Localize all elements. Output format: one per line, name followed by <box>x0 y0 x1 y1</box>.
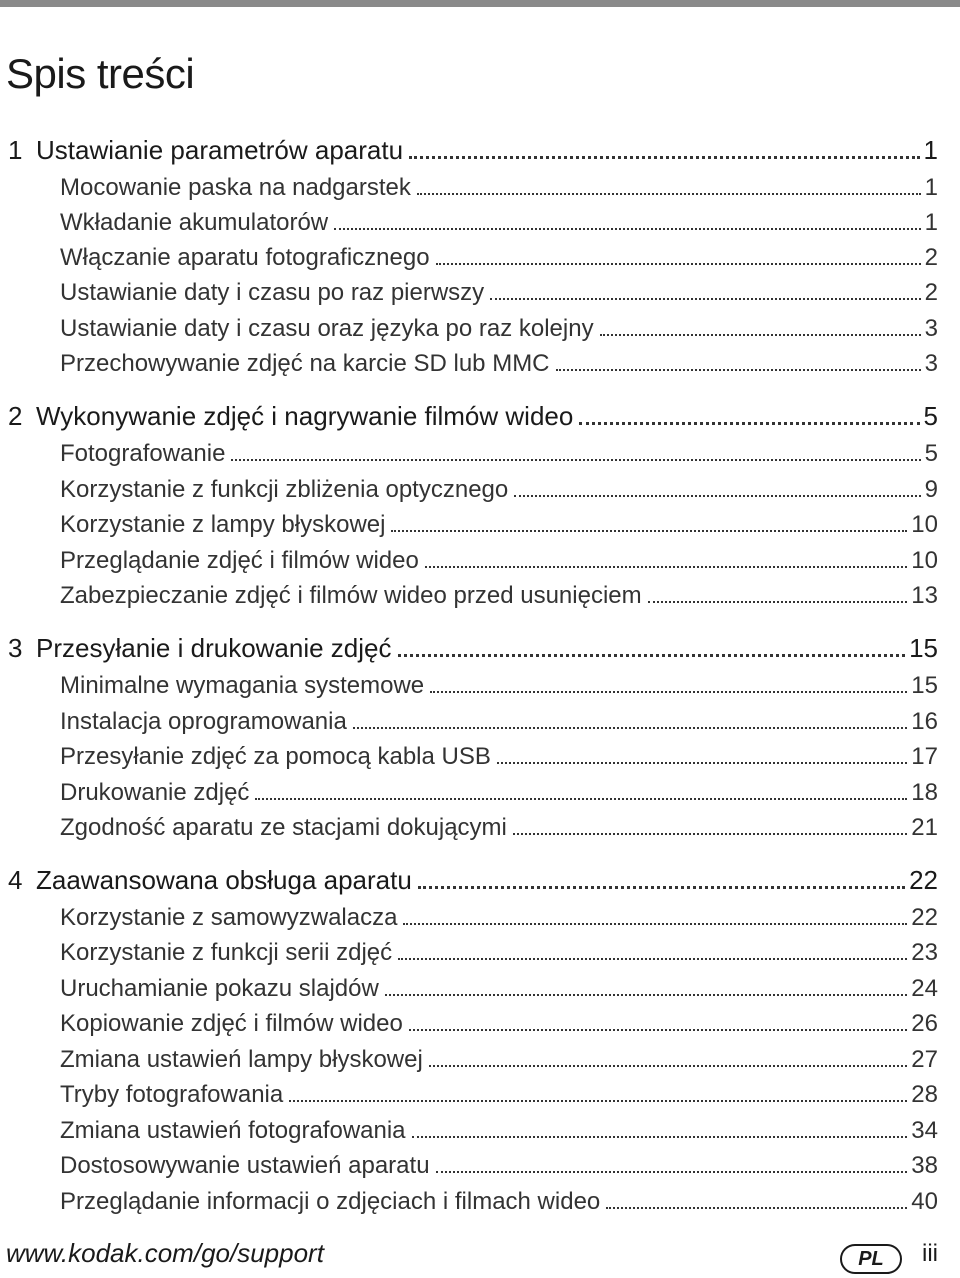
toc-entry-label: Przesyłanie i drukowanie zdjęć <box>36 633 392 663</box>
toc-page-number: 5 <box>923 401 938 431</box>
toc-page-number: 2 <box>924 244 938 271</box>
toc-section-row[interactable] <box>0 702 938 736</box>
toc-dot-leader <box>334 228 921 230</box>
toc-entry-label: Uruchamianie pokazu slajdów <box>60 975 379 1002</box>
page-title: Spis treści <box>6 50 195 97</box>
toc-page-number: 22 <box>911 904 938 931</box>
toc-chapter-number: 4 <box>8 865 23 895</box>
toc-entry-label: Instalacja oprogramowania <box>60 708 347 735</box>
toc-page-number: 13 <box>911 582 938 609</box>
page-number: iii <box>922 1240 938 1267</box>
toc-page-number: 5 <box>924 440 938 467</box>
toc-entry-label: Przesyłanie zdjęć za pomocą kabla USB <box>60 743 491 770</box>
toc-entry-label: Dostosowywanie ustawień aparatu <box>60 1152 430 1179</box>
toc-entry-label: Korzystanie z samowyzwalacza <box>60 904 398 931</box>
toc-page-number: 23 <box>911 939 938 966</box>
toc-entry-label: Ustawianie daty i czasu po raz pierwszy <box>60 279 485 306</box>
toc-dot-leader <box>403 923 907 925</box>
toc-entry-label: Drukowanie zdjęć <box>60 779 250 806</box>
toc-entry-label: Wkładanie akumulatorów <box>60 209 329 236</box>
toc-page-number: 3 <box>924 350 938 377</box>
toc-page-number: 40 <box>911 1188 938 1215</box>
toc-section-row[interactable] <box>0 737 938 771</box>
toc-dot-leader <box>417 193 921 195</box>
toc-page-number: 18 <box>911 779 938 806</box>
toc-dot-leader <box>497 762 907 764</box>
toc-section-row[interactable] <box>0 933 938 967</box>
toc-dot-leader <box>600 334 921 336</box>
toc-page-number: 22 <box>909 865 938 895</box>
toc-dot-leader <box>436 1171 908 1173</box>
toc-section-row[interactable] <box>0 434 938 468</box>
toc-page-number: 3 <box>924 315 938 342</box>
toc-entry-label: Zmiana ustawień fotografowania <box>60 1117 406 1144</box>
toc-section-row[interactable] <box>0 1004 938 1038</box>
toc-page-number: 34 <box>911 1117 938 1144</box>
toc-entry-label: Kopiowanie zdjęć i filmów wideo <box>60 1010 403 1037</box>
toc-dot-leader <box>556 369 921 371</box>
language-badge: PL <box>840 1244 902 1274</box>
toc-section-row[interactable] <box>0 168 938 202</box>
toc-section-row[interactable] <box>0 1075 938 1109</box>
toc-dot-leader <box>579 422 919 425</box>
toc-section-row[interactable] <box>0 1182 938 1216</box>
toc-entry-label: Włączanie aparatu fotograficznego <box>60 244 430 271</box>
toc-dot-leader <box>409 1029 907 1031</box>
toc-dot-leader <box>490 298 920 300</box>
toc-entry-label: Zmiana ustawień lampy błyskowej <box>60 1046 423 1073</box>
toc-dot-leader <box>429 1065 907 1067</box>
toc-section-row[interactable] <box>0 1146 938 1180</box>
toc-chapter-number: 1 <box>8 135 23 165</box>
toc-dot-leader <box>648 601 908 603</box>
toc-section-row[interactable] <box>0 344 938 378</box>
toc-entry-label: Minimalne wymagania systemowe <box>60 672 425 699</box>
toc-dot-leader <box>409 156 919 159</box>
toc-entry-label: Korzystanie z funkcji zbliżenia optycznego <box>60 476 509 503</box>
toc-entry-label: Ustawianie daty i czasu oraz języka po raz kolejny <box>60 315 594 342</box>
toc-page-number: 15 <box>909 633 938 663</box>
toc-page-number: 26 <box>911 1010 938 1037</box>
toc-section-row[interactable] <box>0 666 938 700</box>
toc-page-number: 15 <box>911 672 938 699</box>
toc-page-number: 16 <box>911 708 938 735</box>
toc-page-number: 17 <box>911 743 938 770</box>
toc-section-row[interactable] <box>0 273 938 307</box>
toc-page-number: 1 <box>923 135 938 165</box>
support-url-link[interactable]: www.kodak.com/go/support <box>6 1238 324 1268</box>
toc-dot-leader <box>606 1207 907 1209</box>
toc-dot-leader <box>255 798 907 800</box>
toc-entry-label: Przeglądanie zdjęć i filmów wideo <box>60 547 419 574</box>
toc-entry-label: Mocowanie paska na nadgarstek <box>60 174 411 201</box>
toc-page-number: 24 <box>911 975 938 1002</box>
toc-section-row[interactable] <box>0 576 938 610</box>
toc-chapter-row[interactable] <box>0 862 938 896</box>
toc-page-number: 27 <box>911 1046 938 1073</box>
toc-section-row[interactable] <box>0 309 938 343</box>
toc-page-number: 1 <box>924 174 938 201</box>
toc-entry-label: Ustawianie parametrów aparatu <box>36 135 404 165</box>
toc-dot-leader <box>513 833 907 835</box>
toc-section-row[interactable] <box>0 1040 938 1074</box>
toc-dot-leader <box>385 994 907 996</box>
toc-dot-leader <box>430 691 907 693</box>
toc-entry-label: Zaawansowana obsługa aparatu <box>36 865 412 895</box>
toc-page-number: 2 <box>924 279 938 306</box>
toc-entry-label: Wykonywanie zdjęć i nagrywanie filmów wideo <box>36 401 574 431</box>
toc-entry-label: Korzystanie z lampy błyskowej <box>60 511 386 538</box>
toc-chapter-row[interactable] <box>0 132 938 166</box>
toc-chapter-row[interactable] <box>0 398 938 432</box>
toc-section-row[interactable] <box>0 969 938 1003</box>
toc-page-number: 38 <box>911 1152 938 1179</box>
toc-entry-label: Tryby fotografowania <box>60 1081 284 1108</box>
toc-dot-leader <box>436 263 921 265</box>
toc-section-row[interactable] <box>0 773 938 807</box>
toc-entry-label: Przechowywanie zdjęć na karcie SD lub MMC <box>60 350 550 377</box>
toc-chapter-number: 2 <box>8 401 23 431</box>
toc-dot-leader <box>289 1100 907 1102</box>
toc-section-row[interactable] <box>0 1111 938 1145</box>
toc-section-row[interactable] <box>0 898 938 932</box>
toc-page-number: 28 <box>911 1081 938 1108</box>
toc-page-number: 1 <box>924 209 938 236</box>
toc-section-row[interactable] <box>0 203 938 237</box>
toc-page-number: 21 <box>911 814 938 841</box>
toc-section-row[interactable] <box>0 505 938 539</box>
toc-dot-leader <box>418 886 905 889</box>
toc-entry-label: Przeglądanie informacji o zdjęciach i filmach wideo <box>60 1188 601 1215</box>
toc-page-number: 9 <box>924 476 938 503</box>
toc-entry-label: Zgodność aparatu ze stacjami dokującymi <box>60 814 507 841</box>
toc-dot-leader <box>398 654 906 657</box>
toc-section-row[interactable] <box>0 238 938 272</box>
toc-chapter-number: 3 <box>8 633 23 663</box>
toc-section-row[interactable] <box>0 470 938 504</box>
toc-dot-leader <box>231 459 920 461</box>
toc-section-row[interactable] <box>0 541 938 575</box>
toc-dot-leader <box>391 530 907 532</box>
toc-entry-label: Korzystanie z funkcji serii zdjęć <box>60 939 393 966</box>
toc-dot-leader <box>353 727 907 729</box>
toc-section-row[interactable] <box>0 808 938 842</box>
toc-page-number: 10 <box>911 547 938 574</box>
toc-dot-leader <box>412 1136 908 1138</box>
toc-page-number: 10 <box>911 511 938 538</box>
toc-dot-leader <box>398 958 907 960</box>
toc-chapter-row[interactable] <box>0 630 938 664</box>
toc-entry-label: Fotografowanie <box>60 440 226 467</box>
toc-dot-leader <box>514 495 920 497</box>
toc-dot-leader <box>425 566 907 568</box>
toc-entry-label: Zabezpieczanie zdjęć i filmów wideo przed usunięciem <box>60 582 642 609</box>
